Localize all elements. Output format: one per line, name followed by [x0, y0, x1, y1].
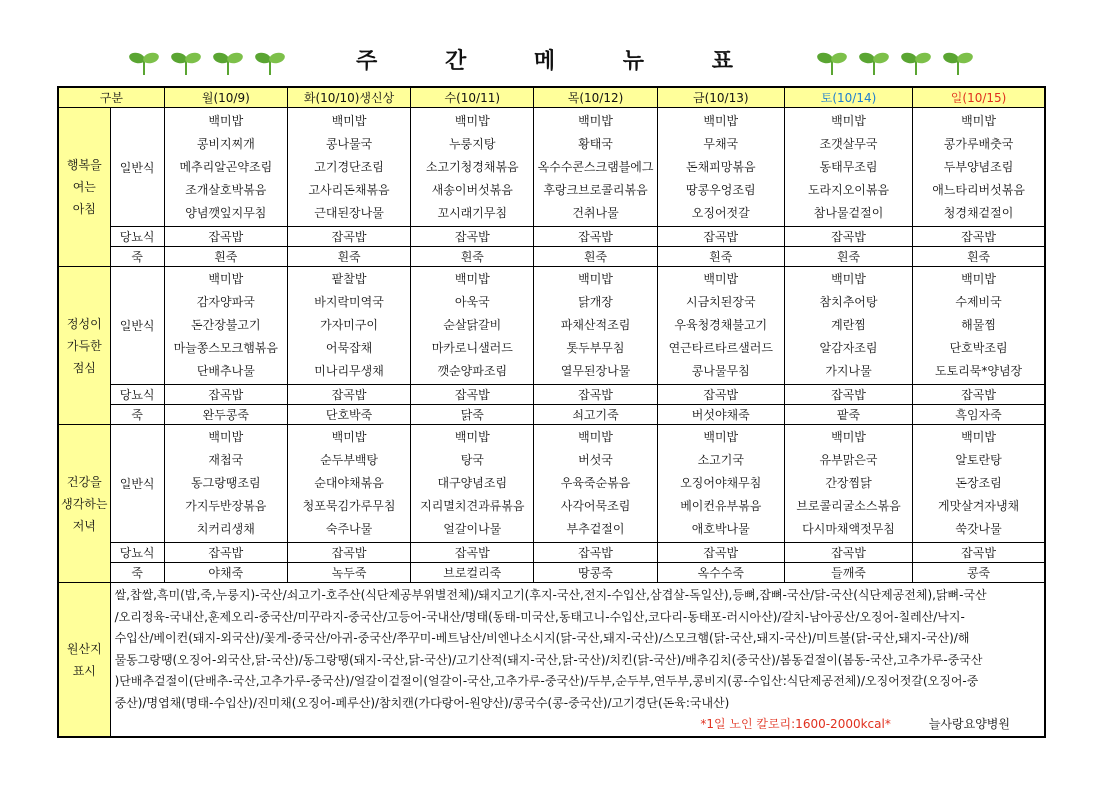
meal-porridge-row — [58, 247, 1045, 267]
menu-item: 팥찰밥 — [331, 272, 367, 286]
menu-item: 탕국 — [460, 453, 484, 467]
meal-name-line: 가득한 — [66, 338, 102, 353]
menu-item: 백미밥 — [578, 272, 613, 286]
porridge-menu-cell: 버섯야채죽 — [657, 405, 784, 425]
menu-item: 계란찜 — [831, 318, 866, 332]
hospital-name: 늘사랑요양병원 — [928, 717, 1010, 731]
diabetic-label: 당뇨식 — [110, 385, 164, 405]
origin-label-line: 표시 — [72, 663, 96, 678]
porridge-menu-cell: 완두콩죽 — [164, 405, 287, 425]
diabetic-menu-cell: 잡곡밥 — [534, 385, 657, 405]
general-menu-cell — [164, 267, 287, 385]
menu-item: 백미밥 — [703, 430, 739, 444]
menu-item: 오징어젓갈 — [691, 205, 750, 220]
menu-item: 브로콜리굴소스볶음 — [796, 499, 901, 513]
menu-item: 청경채겉절이 — [943, 205, 1014, 220]
diabetic-menu-cell: 잡곡밥 — [411, 227, 534, 247]
menu-item: 옥수수콘스크램블에그 — [537, 159, 654, 174]
menu-item: 순두부백탕 — [320, 453, 379, 467]
diabetic-menu-cell: 잡곡밥 — [287, 543, 410, 563]
porridge-menu-cell: 흰죽 — [164, 247, 287, 267]
menu-item: 숙주나물 — [325, 522, 373, 536]
header-label: 구분 — [58, 87, 164, 108]
porridge-menu-cell: 흰죽 — [657, 247, 784, 267]
header-row — [58, 87, 1045, 108]
menu-item: 콩비지찌개 — [196, 136, 255, 151]
meal-name — [58, 425, 110, 583]
meal-name-line: 점심 — [72, 360, 96, 375]
general-label: 일반식 — [110, 108, 164, 227]
weekly-menu-table — [57, 86, 1046, 738]
menu-item: 열무된장나물 — [560, 364, 631, 378]
diabetic-menu-cell: 잡곡밥 — [913, 385, 1045, 405]
menu-item: 돈장조림 — [955, 476, 1002, 490]
porridge-menu-cell: 야채죽 — [164, 563, 287, 583]
menu-item: 참나물겉절이 — [813, 205, 884, 220]
diabetic-menu-cell: 잡곡밥 — [164, 385, 287, 405]
diabetic-menu-cell: 잡곡밥 — [164, 227, 287, 247]
general-menu-cell — [657, 425, 784, 543]
general-menu-cell — [784, 108, 912, 227]
porridge-menu-cell: 녹두죽 — [287, 563, 410, 583]
menu-item: 백미밥 — [208, 430, 244, 444]
porridge-menu-cell: 닭죽 — [411, 405, 534, 425]
diabetic-menu-cell: 잡곡밥 — [411, 543, 534, 563]
menu-item: 백미밥 — [454, 272, 490, 286]
menu-item: 게맛살겨자냉채 — [937, 499, 1020, 513]
menu-item: 연근타르타르샐러드 — [668, 341, 773, 355]
diabetic-menu-cell: 잡곡밥 — [913, 543, 1045, 563]
menu-item: 소고기청경채볶음 — [425, 159, 519, 174]
menu-item: 조개살호박볶음 — [185, 182, 267, 197]
menu-item: 알감자조림 — [819, 341, 878, 355]
meal-name-line: 정성이 — [66, 316, 102, 331]
diabetic-menu-cell: 잡곡밥 — [534, 543, 657, 563]
porridge-menu-cell: 들깨죽 — [784, 563, 912, 583]
meal-diabetic-row — [58, 227, 1045, 247]
general-menu-cell — [287, 108, 410, 227]
origin-text-line: 중산)/명엽채(명태-수입산)/진미채(오징어-페루산)/참치캔(가다랑어-원양산)/콩국수(콩-중국산)/고기경단(돈육:국내산) — [114, 695, 730, 710]
menu-item: 콩나물국 — [325, 136, 373, 151]
sprout-icon — [900, 50, 932, 76]
origin-text-line: )단배추겉절이(단배추-국산,고추가루-중국산)/얼갈이겉절이(얼갈이-국산,고추가루-중국산)/두부,순두부,연두부,콩비지(콩-수입산:식단제공전체)/오징어젓갈(오징어-중 — [114, 674, 979, 688]
menu-item: 바지락미역국 — [314, 295, 384, 309]
menu-item: 백미밥 — [208, 272, 244, 286]
porridge-menu-cell: 흑임자죽 — [913, 405, 1045, 425]
menu-item: 재첩국 — [208, 453, 244, 467]
menu-item: 애느타리버섯볶음 — [932, 182, 1025, 197]
meal-name — [58, 267, 110, 425]
menu-item: 고사리돈채볶음 — [308, 182, 390, 197]
meal-name-line: 아침 — [72, 202, 96, 216]
general-menu-cell — [411, 108, 534, 227]
menu-item: 닭개장 — [578, 295, 613, 309]
diabetic-menu-cell: 잡곡밥 — [784, 385, 912, 405]
meal-general-row — [58, 267, 1045, 385]
porridge-label: 죽 — [110, 405, 164, 425]
meal-general-row — [58, 425, 1045, 543]
menu-item: 순대야채볶음 — [314, 476, 384, 490]
origin-label — [58, 583, 110, 738]
menu-item: 메추리알곤약조림 — [179, 159, 273, 174]
menu-item: 백미밥 — [578, 430, 613, 444]
menu-item: 가지두반장볶음 — [185, 499, 267, 513]
sprout-icon — [942, 50, 974, 76]
menu-item: 청포묵김가루무침 — [302, 499, 396, 513]
porridge-menu-cell: 흰죽 — [913, 247, 1045, 267]
general-menu-cell — [657, 108, 784, 227]
menu-item: 톳두부무침 — [566, 341, 625, 355]
menu-item: 도토리묵*양념장 — [934, 364, 1023, 378]
general-menu-cell — [784, 267, 912, 385]
menu-item: 양념깻잎지무침 — [185, 205, 267, 220]
menu-item: 돈간장불고기 — [191, 318, 261, 332]
menu-item: 백미밥 — [831, 430, 866, 444]
menu-item: 부추겉절이 — [566, 522, 625, 536]
menu-item: 미나리무생채 — [314, 364, 384, 378]
menu-item: 황태국 — [578, 136, 613, 151]
day-header-saturday: 토(10/14) — [784, 87, 912, 108]
menu-item: 가자미구이 — [320, 318, 379, 332]
general-menu-cell — [411, 425, 534, 543]
menu-item: 돈채피망볶음 — [685, 159, 756, 174]
diabetic-menu-cell: 잡곡밥 — [287, 385, 410, 405]
day-header: 수(10/11) — [411, 87, 534, 108]
diabetic-menu-cell: 잡곡밥 — [784, 543, 912, 563]
diabetic-menu-cell: 잡곡밥 — [411, 385, 534, 405]
menu-item: 가지나물 — [825, 364, 872, 378]
menu-item: 근대된장나물 — [314, 205, 384, 220]
porridge-menu-cell: 흰죽 — [784, 247, 912, 267]
menu-item: 마늘쫑스모크햄볶음 — [173, 341, 278, 355]
menu-item: 간장찜닭 — [825, 476, 872, 490]
meal-general-row — [58, 108, 1045, 227]
meal-diabetic-row — [58, 385, 1045, 405]
porridge-menu-cell: 땅콩죽 — [534, 563, 657, 583]
footer-note — [115, 714, 1040, 734]
sprout-icon — [816, 50, 848, 76]
menu-item: 백미밥 — [961, 272, 996, 286]
diabetic-menu-cell: 잡곡밥 — [913, 227, 1045, 247]
menu-item: 쑥갓나물 — [955, 522, 1002, 536]
menu-item: 순살닭갈비 — [443, 318, 502, 332]
general-menu-cell — [411, 267, 534, 385]
porridge-menu-cell: 옥수수죽 — [657, 563, 784, 583]
origin-row — [58, 583, 1045, 738]
menu-item: 조갯살무국 — [819, 136, 878, 151]
origin-label-line: 원산지 — [66, 641, 102, 656]
menu-item: 단배추나물 — [196, 364, 255, 378]
menu-item: 어묵잡채 — [325, 341, 373, 355]
meal-name-line: 생각하는 — [61, 496, 108, 511]
day-header: 화(10/10)생신상 — [287, 87, 410, 108]
porridge-menu-cell: 콩죽 — [913, 563, 1045, 583]
menu-item: 백미밥 — [703, 272, 739, 286]
diabetic-menu-cell: 잡곡밥 — [657, 385, 784, 405]
general-label: 일반식 — [110, 267, 164, 385]
day-header: 목(10/12) — [534, 87, 657, 108]
menu-item: 백미밥 — [831, 113, 866, 128]
menu-item: 백미밥 — [578, 113, 613, 128]
menu-item: 백미밥 — [454, 430, 490, 444]
menu-item: 동태무조림 — [819, 159, 878, 174]
menu-item: 무채국 — [703, 136, 739, 151]
menu-item: 사각어묵조림 — [560, 499, 631, 513]
menu-item: 단호박조림 — [949, 341, 1008, 355]
menu-item: 동그랑땡조림 — [191, 476, 261, 490]
general-menu-cell — [913, 425, 1045, 543]
menu-item: 애호박나물 — [691, 522, 750, 536]
menu-item: 마카로니샐러드 — [431, 341, 513, 355]
porridge-menu-cell: 흰죽 — [287, 247, 410, 267]
porridge-menu-cell: 팥죽 — [784, 405, 912, 425]
origin-text-line: 수입산/베이컨(돼지-외국산)/꽃게-중국산/아귀-중국산/쭈꾸미-베트남산/비엔나소시지(닭-국산,돼지-국산)/스모크햄(닭-국산,돼지-국산)/미트볼(닭-국산,돼지-국산)/해 — [114, 631, 970, 645]
menu-item: 치커리생채 — [196, 522, 255, 536]
menu-item: 파채산적조림 — [560, 318, 631, 332]
menu-item: 오징어야채무침 — [680, 476, 762, 490]
porridge-menu-cell: 단호박죽 — [287, 405, 410, 425]
menu-item: 감자양파국 — [196, 295, 255, 309]
meal-name-line: 저녁 — [72, 518, 96, 533]
menu-item: 후랑크브로콜리볶음 — [543, 182, 648, 197]
origin-text-line: /오리정육-국내산,훈제오리-중국산/미꾸라지-중국산/고등어-국내산/명태(동태-미국산,동태고니-수입산,코다리-동태포-러시아산)/갈치-남아공산/오징어-칠레산/낙지- — [114, 609, 965, 624]
menu-item: 콩나물무침 — [691, 364, 750, 378]
origin-text-line: 물동그랑땡(오징어-외국산,닭-국산)/동그랑땡(돼지-국산,닭-국산)/고기산적(돼지-국산,닭-국산)/치킨(닭-국산)/배추김치(중국산)/봄동겉절이(봄동-국산,고추가루-중국산 — [114, 652, 983, 667]
menu-item: 지리멸치견과류볶음 — [420, 499, 525, 513]
menu-item: 땅콩우엉조림 — [685, 182, 756, 197]
meal-name-line: 행복을 — [66, 158, 102, 172]
diabetic-menu-cell: 잡곡밥 — [534, 227, 657, 247]
menu-item: 백미밥 — [331, 113, 367, 128]
menu-item: 새송이버섯볶음 — [431, 182, 513, 197]
diabetic-menu-cell: 잡곡밥 — [164, 543, 287, 563]
diabetic-label: 당뇨식 — [110, 543, 164, 563]
meal-name-line: 여는 — [72, 180, 96, 194]
day-header: 금(10/13) — [657, 87, 784, 108]
meal-diabetic-row — [58, 543, 1045, 563]
porridge-menu-cell: 흰죽 — [411, 247, 534, 267]
origin-info — [110, 583, 1045, 738]
menu-item: 알토란탕 — [955, 453, 1002, 467]
day-header-sunday: 일(10/15) — [913, 87, 1045, 108]
menu-item: 해물찜 — [961, 318, 996, 332]
menu-item: 콩가루배춧국 — [943, 136, 1014, 151]
menu-item: 대구양념조림 — [437, 476, 508, 490]
day-header: 월(10/9) — [164, 87, 287, 108]
menu-item: 아욱국 — [454, 295, 490, 309]
page-title: 주 간 메 뉴 표 — [356, 49, 763, 74]
porridge-label: 죽 — [110, 563, 164, 583]
menu-item: 백미밥 — [454, 113, 490, 128]
general-menu-cell — [657, 267, 784, 385]
menu-item: 백미밥 — [331, 430, 367, 444]
general-menu-cell — [913, 267, 1045, 385]
menu-item: 백미밥 — [961, 113, 996, 128]
general-menu-cell — [913, 108, 1045, 227]
menu-item: 백미밥 — [208, 113, 244, 128]
diabetic-menu-cell: 잡곡밥 — [657, 227, 784, 247]
menu-item: 소고기국 — [697, 453, 744, 467]
menu-item: 다시마채액젓무침 — [802, 522, 895, 536]
menu-item: 백미밥 — [831, 272, 866, 286]
menu-item: 누룽지탕 — [449, 136, 496, 151]
diabetic-menu-cell: 잡곡밥 — [287, 227, 410, 247]
menu-item: 수제비국 — [955, 295, 1002, 309]
general-menu-cell — [534, 425, 657, 543]
menu-item: 우육청경채불고기 — [674, 318, 768, 332]
menu-item: 버섯국 — [578, 453, 613, 467]
menu-item: 베이컨유부볶음 — [680, 499, 762, 513]
porridge-menu-cell: 흰죽 — [534, 247, 657, 267]
origin-text-line: 쌀,찹쌀,흑미(밥,죽,누룽지)-국산/쇠고기-호주산(식단제공부위별전체)/돼지고기(후지-국산,전지-수입산,삼겹살-독일산),등뼈,잡뼈-국산/닭-국산(식단제공전체),닭뼈-국산 — [114, 588, 987, 602]
menu-item: 시금치된장국 — [685, 295, 756, 309]
meal-porridge-row — [58, 563, 1045, 583]
menu-item: 건취나물 — [572, 205, 619, 220]
calorie-note: *1일 노인 칼로리:1600-2000kcal* — [700, 717, 891, 731]
menu-item: 두부양념조림 — [943, 159, 1014, 174]
menu-item: 참치추어탕 — [819, 295, 878, 309]
menu-item: 백미밥 — [961, 430, 996, 444]
general-menu-cell — [534, 108, 657, 227]
general-menu-cell — [784, 425, 912, 543]
sprout-icon — [858, 50, 890, 76]
general-label: 일반식 — [110, 425, 164, 543]
general-menu-cell — [164, 108, 287, 227]
porridge-menu-cell: 브로컬리죽 — [411, 563, 534, 583]
meal-porridge-row — [58, 405, 1045, 425]
porridge-label: 죽 — [110, 247, 164, 267]
sprout-decoration-right — [816, 50, 974, 76]
general-menu-cell — [534, 267, 657, 385]
diabetic-menu-cell: 잡곡밥 — [657, 543, 784, 563]
menu-item: 유부맑은국 — [819, 453, 878, 467]
menu-item: 백미밥 — [703, 113, 739, 128]
general-menu-cell — [287, 267, 410, 385]
menu-item: 도라지오이볶음 — [807, 182, 890, 197]
porridge-menu-cell: 쇠고기죽 — [534, 405, 657, 425]
menu-item: 고기경단조림 — [314, 159, 384, 174]
menu-item: 우육죽순볶음 — [560, 476, 631, 490]
meal-name — [58, 108, 110, 267]
general-menu-cell — [164, 425, 287, 543]
general-menu-cell — [287, 425, 410, 543]
meal-name-line: 건강을 — [66, 474, 102, 489]
menu-item: 얼갈이나물 — [443, 522, 502, 536]
diabetic-label: 당뇨식 — [110, 227, 164, 247]
diabetic-menu-cell: 잡곡밥 — [784, 227, 912, 247]
menu-item: 깻순양파조림 — [437, 364, 508, 378]
menu-item: 꼬시래기무침 — [437, 205, 508, 220]
